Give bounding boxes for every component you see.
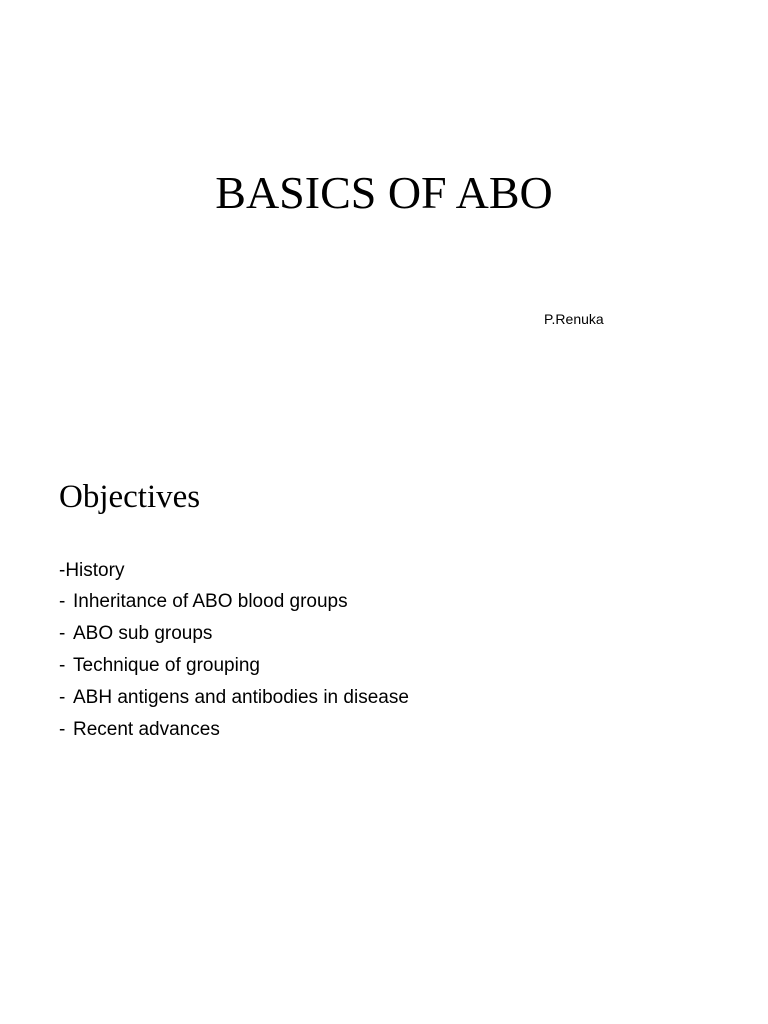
dash-bullet: - [59, 623, 66, 644]
objectives-list [59, 590, 409, 750]
dash-bullet: - [59, 591, 66, 612]
author-name: P.Renuka [544, 311, 604, 327]
objective-history: -History [59, 560, 125, 581]
list-item-text: ABH antigens and antibodies in disease [73, 687, 409, 708]
list-item [59, 590, 409, 622]
dash-bullet: - [59, 719, 66, 740]
list-item [59, 654, 409, 686]
list-item-text: Technique of grouping [73, 655, 260, 676]
list-item-text: ABO sub groups [73, 623, 213, 644]
dash-bullet: - [59, 687, 66, 708]
page-title: BASICS OF ABO [215, 167, 553, 218]
list-item [59, 622, 409, 654]
objectives-heading: Objectives [59, 479, 201, 515]
list-item [59, 686, 409, 718]
list-item-text: Recent advances [73, 719, 220, 740]
dash-bullet: - [59, 655, 66, 676]
list-item-text: Inheritance of ABO blood groups [73, 591, 348, 612]
list-item [59, 718, 409, 750]
